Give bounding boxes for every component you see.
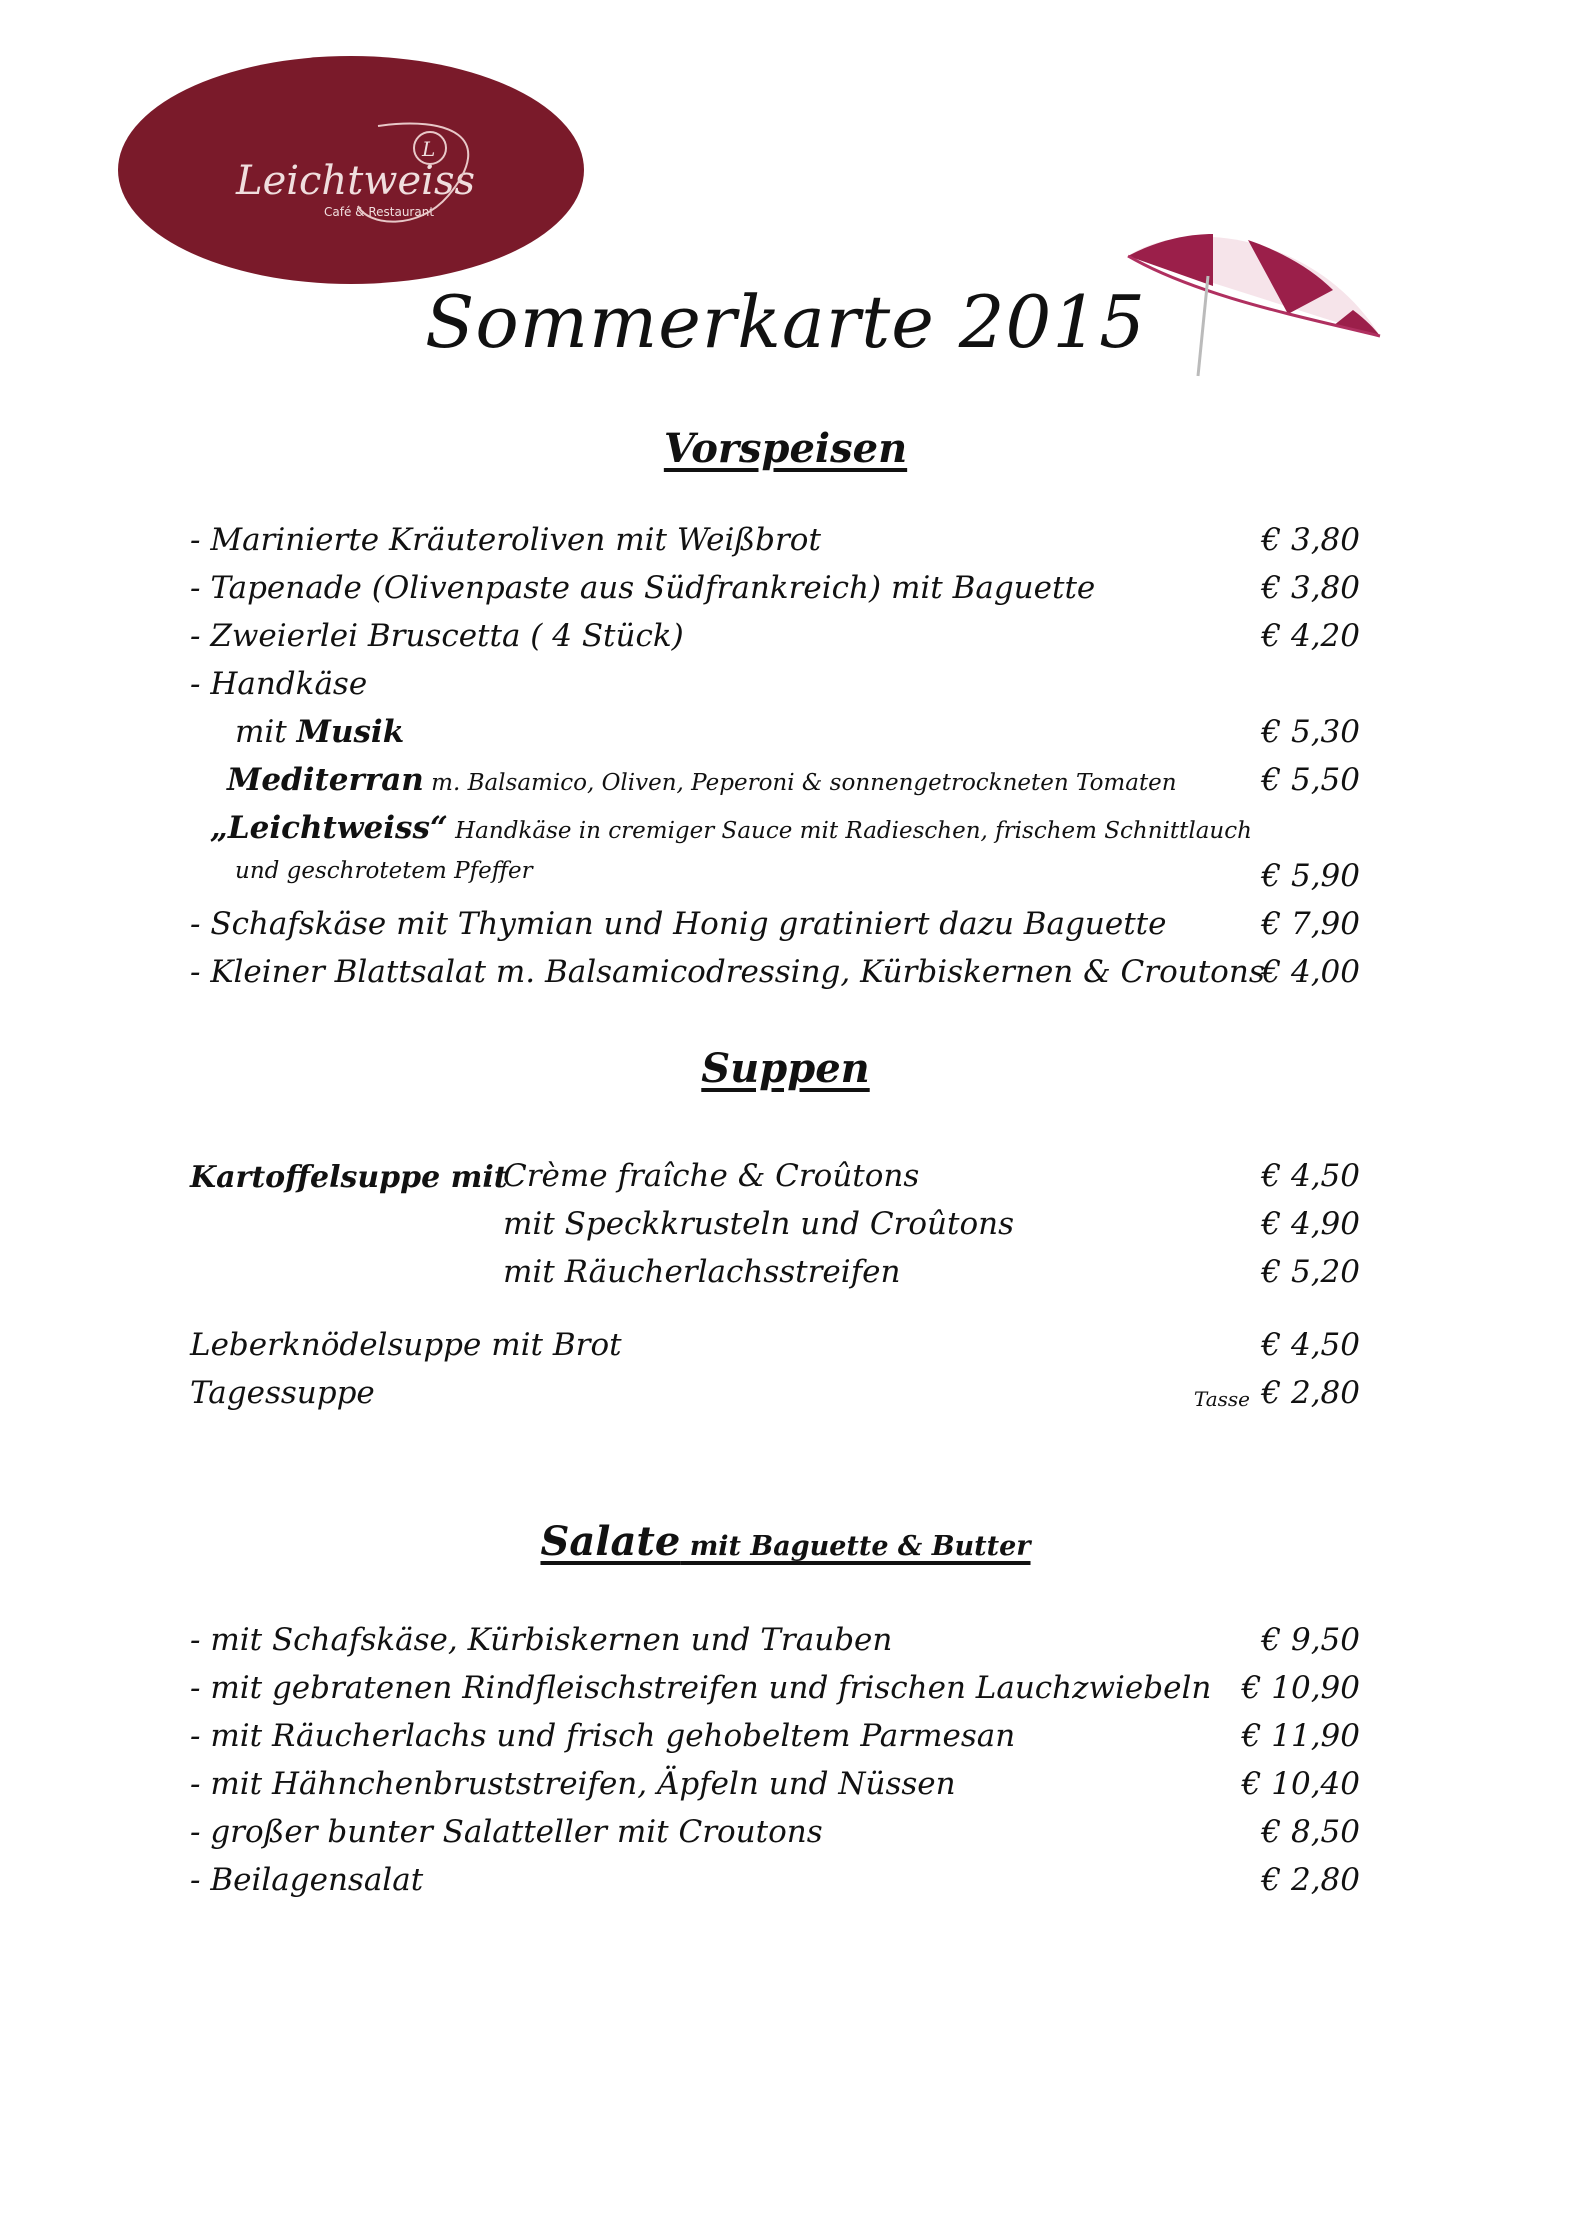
item-desc: und geschrotetem Pfeffer [235, 858, 533, 884]
item-desc: Handkäse in cremiger Sauce mit Radieschen, frischem Schnittlauch [447, 818, 1252, 844]
logo-monogram: L [422, 137, 436, 161]
menu-item [190, 522, 1360, 566]
section-heading-suppen [0, 1045, 1571, 1092]
item-bold-name: Musik [296, 714, 405, 750]
item-name: mit Speckkrusteln und Croûtons [503, 1206, 1015, 1242]
menu-title: Sommerkarte 2015 [425, 280, 1146, 364]
item-price: € 2,80 [1261, 1375, 1360, 1411]
item-price: € 5,20 [1261, 1254, 1360, 1290]
vorspeisen-heading: Vorspeisen [663, 425, 908, 472]
item-name: - mit gebratenen Rindfleischstreifen und frischen Lauchzwiebeln [190, 1670, 1212, 1706]
item-name: Crème fraîche & Croûtons [503, 1158, 920, 1194]
item-bold-name: „Leichtweiss“ [210, 810, 448, 846]
item-price: € 9,50 [1261, 1622, 1360, 1658]
menu-item [190, 1766, 1360, 1810]
item-price: € 5,30 [1261, 714, 1360, 750]
menu-item [190, 618, 1360, 662]
item-name: - großer bunter Salatteller mit Croutons [190, 1814, 823, 1850]
item-name: Leberknödelsuppe mit Brot [190, 1327, 622, 1363]
item-name [190, 762, 1177, 798]
menu-item [190, 666, 1360, 710]
restaurant-logo [118, 56, 584, 284]
item-price: € 11,90 [1241, 1718, 1360, 1754]
item-name: - Handkäse [190, 666, 368, 702]
item-price: € 4,90 [1261, 1206, 1360, 1242]
menu-item [190, 1375, 1360, 1419]
item-price: € 10,40 [1241, 1766, 1360, 1802]
item-bold-name: Mediterran [227, 762, 424, 798]
menu-item [190, 1622, 1360, 1666]
item-name [190, 714, 404, 750]
item-name: - Marinierte Kräuteroliven mit Weißbrot [190, 522, 821, 558]
menu-item [503, 1158, 1360, 1202]
menu-item [190, 1327, 1360, 1371]
menu-item [190, 1862, 1360, 1906]
item-price: € 4,50 [1261, 1158, 1360, 1194]
item-name: Tagessuppe [190, 1375, 375, 1411]
item-price: € 4,50 [1261, 1327, 1360, 1363]
item-name: - Zweierlei Bruscetta ( 4 Stück) [190, 618, 684, 654]
item-price: € 7,90 [1261, 906, 1360, 942]
salate-heading [540, 1518, 1030, 1565]
item-price: € 4,00 [1261, 954, 1360, 990]
item-prefix: mit [235, 714, 297, 750]
item-name [190, 810, 1252, 846]
salate-subheading: mit Baguette & Butter [680, 1531, 1031, 1562]
salate-heading-main: Salate [540, 1518, 681, 1565]
item-price: € 5,90 [1261, 858, 1360, 894]
menu-item [190, 1718, 1360, 1762]
item-name: - Schafskäse mit Thymian und Honig gratiniert dazu Baguette [190, 906, 1167, 942]
menu-item [503, 1254, 1360, 1298]
item-name: mit Räucherlachsstreifen [503, 1254, 901, 1290]
section-heading-salate [0, 1518, 1571, 1565]
item-price: € 5,50 [1261, 762, 1360, 798]
item-price: € 8,50 [1261, 1814, 1360, 1850]
menu-item [503, 1206, 1360, 1250]
item-name: - mit Hähnchenbruststreifen, Äpfeln und Nüssen [190, 1766, 956, 1802]
item-name: - mit Räucherlachs und frisch gehobeltem Parmesan [190, 1718, 1016, 1754]
logo-tagline: Café & Restaurant [324, 205, 435, 219]
item-note: Tasse [1193, 1387, 1250, 1411]
menu-item [190, 954, 1360, 998]
item-price: € 3,80 [1261, 570, 1360, 606]
item-price: € 2,80 [1261, 1862, 1360, 1898]
suppen-heading: Suppen [701, 1045, 870, 1092]
logo-brand: Leichtweiss [236, 158, 476, 204]
menu-item [190, 906, 1360, 950]
menu-item-mediterran [190, 762, 1360, 806]
menu-item-leichtweiss [190, 810, 1360, 854]
menu-item [190, 1670, 1360, 1714]
item-price: € 4,20 [1261, 618, 1360, 654]
item-price: € 10,90 [1241, 1670, 1360, 1706]
item-name: - Tapenade (Olivenpaste aus Südfrankreich) mit Baguette [190, 570, 1096, 606]
menu-item [190, 570, 1360, 614]
menu-item [190, 1814, 1360, 1858]
kartoffelsuppe-label: Kartoffelsuppe mit [190, 1160, 508, 1195]
menu-item-leichtweiss-cont [190, 858, 1360, 902]
item-name: - Kleiner Blattsalat m. Balsamicodressing, Kürbiskernen & Croutons [190, 954, 1265, 990]
item-name: - Beilagensalat [190, 1862, 424, 1898]
item-name: - mit Schafskäse, Kürbiskernen und Trauben [190, 1622, 893, 1658]
item-price: € 3,80 [1261, 522, 1360, 558]
section-heading-vorspeisen [0, 425, 1571, 472]
item-desc: m. Balsamico, Oliven, Peperoni & sonnengetrockneten Tomaten [423, 770, 1177, 796]
menu-item-musik [190, 714, 1360, 758]
